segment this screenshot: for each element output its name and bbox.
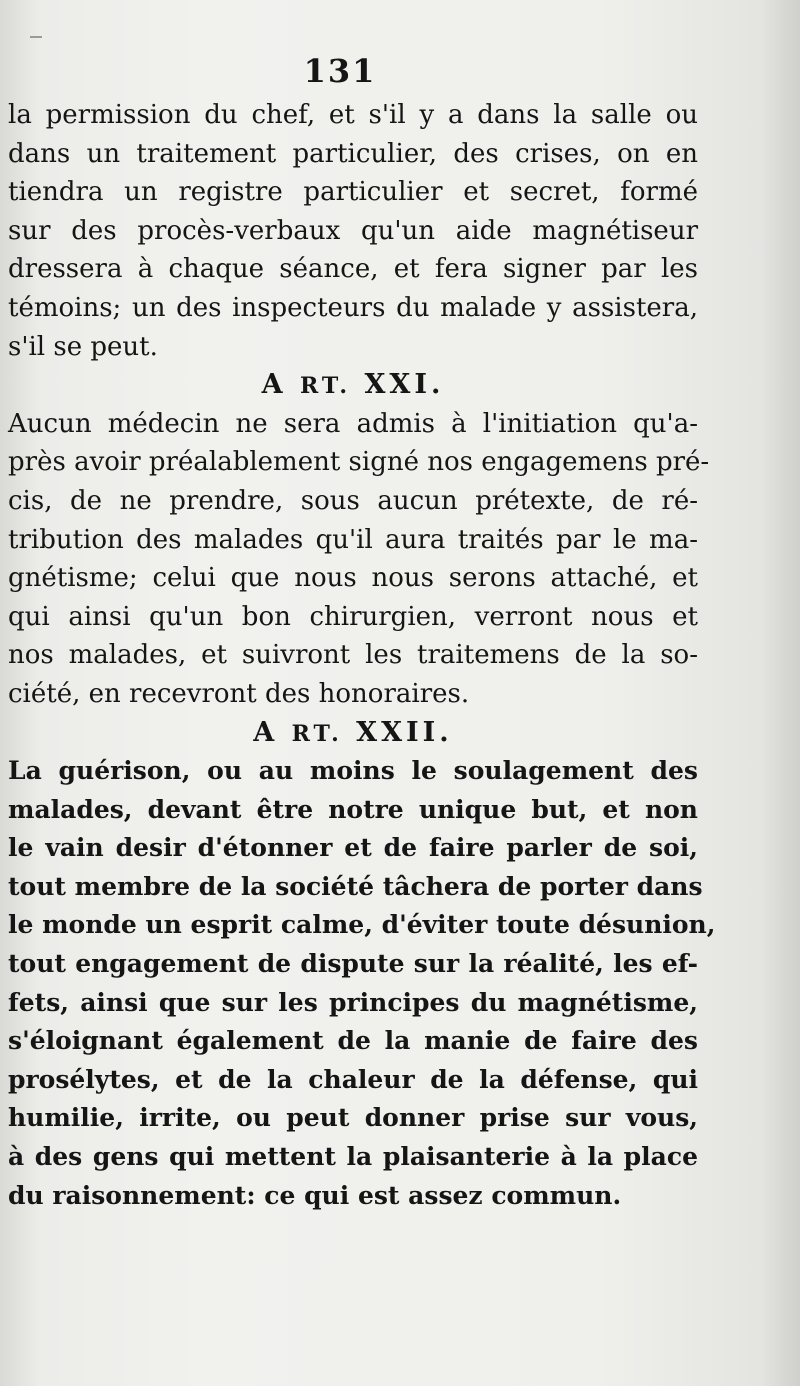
article-22-numeral: XXII. [356, 716, 453, 748]
text-line: du raisonnement: ce qui est assez commun. [8, 1180, 622, 1210]
article-21-numeral: XXI. [364, 369, 445, 401]
text-line: fets, ainsi que sur les principes du magnétisme, [8, 987, 698, 1017]
page-body [8, 96, 716, 1215]
text-line: le monde un esprit calme, d'éviter toute désunion, [8, 910, 716, 940]
text-line: tiendra un registre particulier et secret, formé [8, 177, 698, 208]
text-line: Aucun médecin ne sera admis à l'initiation qu'a- [8, 408, 698, 439]
text-line: La guérison, ou au moins le soulagement des [8, 756, 698, 786]
text-line: à des gens qui mettent la plaisanterie à la place [8, 1142, 698, 1172]
text-line: tout membre de la société tâchera de porter dans [8, 871, 703, 901]
margin-mark [30, 36, 42, 38]
text-line: humilie, irrite, ou peut donner prise sur vous, [8, 1103, 698, 1133]
text-line: s'éloignant également de la manie de faire des [8, 1026, 698, 1056]
article-22-prefix: A [253, 716, 279, 748]
paragraph-3 [8, 752, 716, 1215]
text-line: qui ainsi qu'un bon chirurgien, verront nous et [8, 601, 698, 632]
text-line: nos malades, et suivront les traitemens de la so- [8, 640, 698, 671]
article-22-abbr: RT. [291, 720, 343, 747]
text-line: s'il se peut. [8, 331, 158, 362]
text-line: la permission du chef, et s'il y a dans la salle ou [8, 100, 698, 130]
paragraph-2 [8, 405, 710, 714]
text-line: sur des procès-verbaux qu'un aide magnétiseur [8, 215, 698, 246]
text-line: malades, devant être notre unique but, et non [8, 794, 698, 824]
text-line: dans un traitement particulier, des crises, on en [8, 138, 698, 169]
article-21-prefix: A [261, 369, 287, 401]
text-line: tout engagement de dispute sur la réalité, les ef- [8, 949, 698, 979]
paragraph-1 [8, 96, 698, 366]
text-line: témoins; un des inspecteurs du malade y assistera, [8, 292, 698, 323]
text-line: gnétisme; celui que nous nous serons attaché, et [8, 563, 698, 594]
article-22-heading [8, 714, 698, 753]
text-line: ciété, en recevront des honoraires. [8, 678, 470, 709]
text-line: dressera à chaque séance, et fera signer par les [8, 254, 698, 285]
text-line: tribution des malades qu'il aura traités par le ma- [8, 524, 698, 555]
article-21-heading [8, 366, 698, 405]
text-line: prosélytes, et de la chaleur de la défense, qui [8, 1064, 698, 1094]
article-21-abbr: RT. [299, 373, 352, 400]
text-line: cis, de ne prendre, sous aucun prétexte, de ré- [8, 485, 698, 516]
text-line: près avoir préalablement signé nos engagemens pré- [8, 447, 710, 478]
text-line: le vain desir d'étonner et de faire parler de soi, [8, 833, 698, 863]
page-number: 131 [303, 52, 377, 90]
